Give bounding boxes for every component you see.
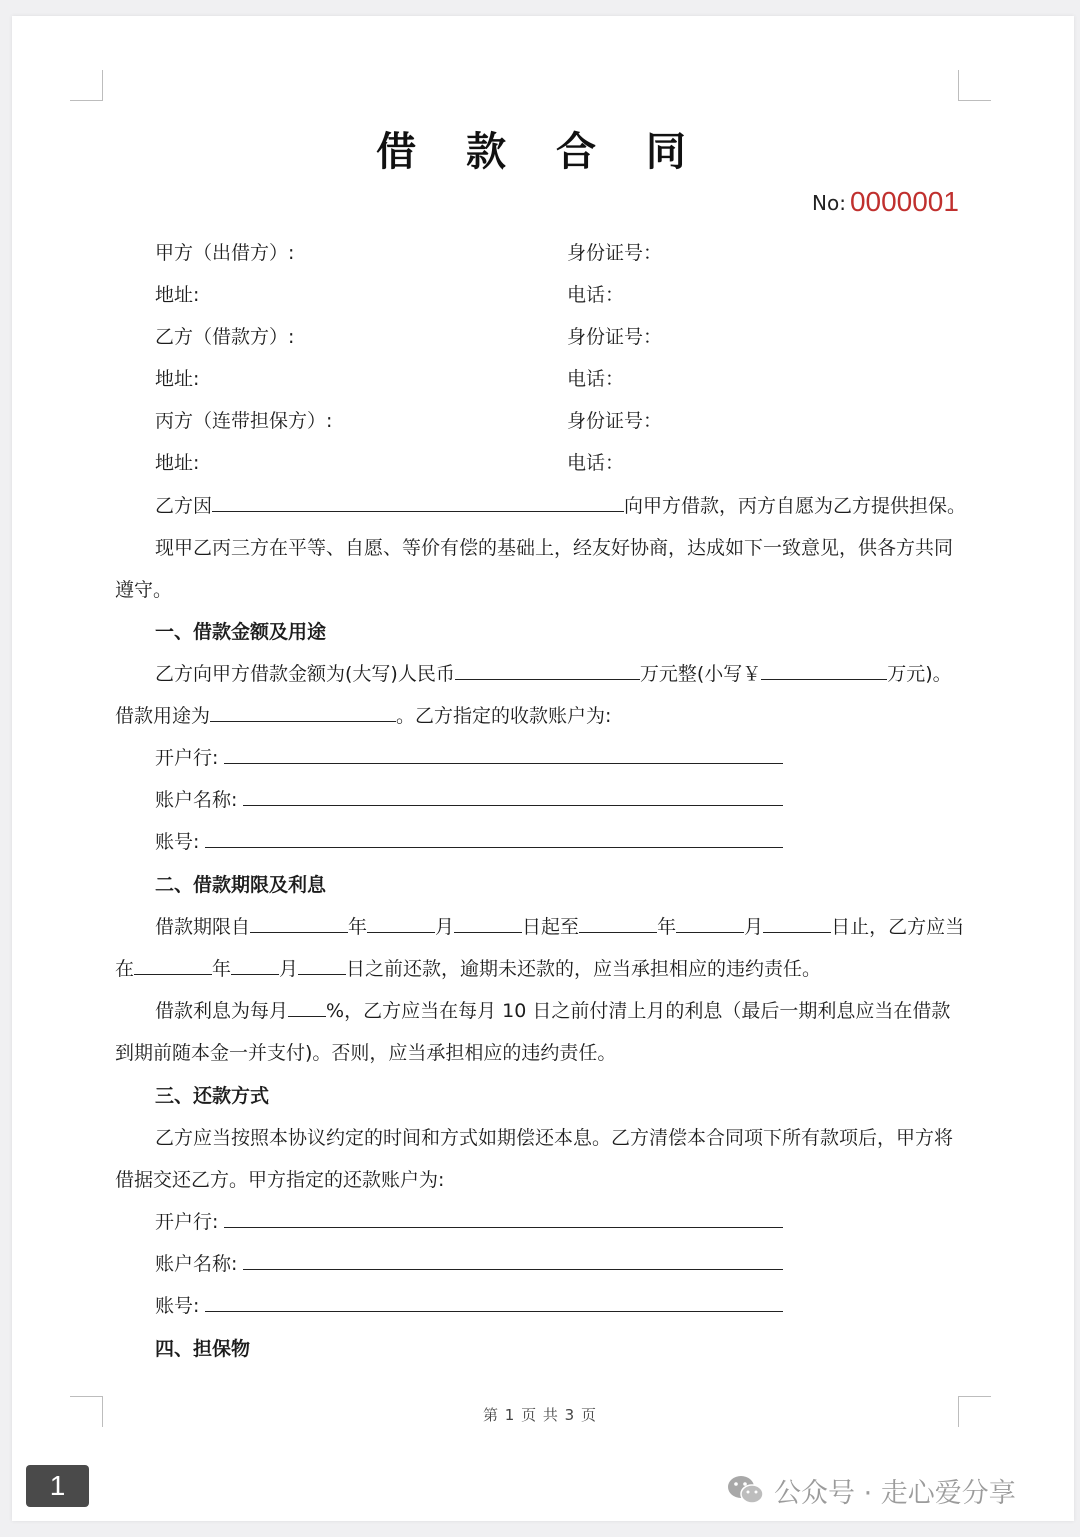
repay-deadline-line [115,956,821,982]
purpose-suffix: 。乙方指定的收款账户为: [396,705,612,727]
party-a-address-label: 地址: [155,284,200,306]
purpose-blank [210,703,396,722]
loan-purpose-line [115,703,611,729]
loan-reason-prefix: 乙方因 [155,495,213,517]
receive-account-name-blank [243,787,783,806]
repay-bank-label: 开户行: [155,1211,219,1233]
contract-title: 借 款 合 同 [376,129,704,175]
party-b-name-label: 乙方（借款方）: [155,326,295,348]
crop-mark-top-left [70,70,103,101]
interest-rate-blank [288,998,326,1017]
term-start-month-blank [367,914,435,933]
page-footer: 第 1 页 共 3 页 [483,1406,597,1424]
term-end-month-label: 月 [744,916,764,938]
amount-words-blank [455,661,640,680]
amount-figures-blank [761,661,887,680]
receive-account-no-label: 账号: [155,831,200,853]
party-c-name-label: 丙方（连带担保方）: [155,410,333,432]
receive-account-no-line [155,829,783,855]
party-a-name-label: 甲方（出借方）: [155,242,295,264]
intro-paragraph-line1: 现甲乙丙三方在平等、自愿、等价有偿的基础上，经友好协商，达成如下一致意见，供各方共同 [155,537,954,559]
repay-year-label: 年 [212,958,232,980]
term-from-label: 借款期限自 [155,916,251,938]
wechat-icon [726,1473,766,1507]
party-b-id-label: 身份证号： [567,326,663,348]
term-start-year-blank [250,914,348,933]
repayment-paragraph-line1: 乙方应当按照本协议约定的时间和方式如期偿还本息。乙方清偿本合同项下所有款项后，甲方将 [155,1127,954,1149]
intro-paragraph-line2: 遵守。 [115,579,173,601]
amount-mid: 万元整(小写￥ [639,663,762,685]
term-start-day-blank [454,914,522,933]
repay-in-label: 在 [115,958,135,980]
section2-heading: 二、借款期限及利息 [155,874,327,896]
party-b-address-label: 地址: [155,368,200,390]
term-month-label: 月 [435,916,455,938]
amount-suffix: 万元)。 [887,663,952,685]
interest-line [155,998,950,1024]
section3-heading: 三、还款方式 [155,1085,270,1107]
term-end-month-blank [676,914,744,933]
watermark [726,1470,1016,1510]
repay-month-blank [231,956,279,975]
repay-month-label: 月 [279,958,299,980]
term-to-label: 日起至 [522,916,580,938]
repay-deadline-text: 日之前还款，逾期未还款的，应当承担相应的违约责任。 [346,958,822,980]
party-b-phone-label: 电话： [567,368,625,390]
loan-reason-suffix: 向甲方借款，丙方自愿为乙方提供担保。 [624,495,967,517]
receive-bank-blank [224,745,783,764]
interest-line2: 到期前随本金一并支付)。否则，应当承担相应的违约责任。 [115,1042,617,1064]
repay-account-no-blank [205,1293,783,1312]
section1-heading: 一、借款金额及用途 [155,621,327,643]
term-year-label: 年 [348,916,368,938]
term-end-year-label: 年 [657,916,677,938]
page-number-badge[interactable]: 1 [26,1465,89,1507]
repay-account-no-label: 账号: [155,1295,200,1317]
repay-bank-blank [224,1209,783,1228]
party-a-id-label: 身份证号： [567,242,663,264]
receive-account-name-label: 账户名称: [155,789,238,811]
repay-day-blank [298,956,346,975]
repayment-paragraph-line2: 借据交还乙方。甲方指定的还款账户为: [115,1169,445,1191]
repay-account-name-blank [243,1251,783,1270]
term-end-label: 日止，乙方应当 [831,916,965,938]
loan-reason-line [155,493,966,519]
loan-amount-line [155,661,952,687]
receive-bank-label: 开户行: [155,747,219,769]
watermark-text: 公众号 · 走心爱分享 [774,1477,1016,1509]
term-end-year-blank [579,914,657,933]
repay-account-no-line [155,1293,783,1319]
receive-account-no-blank [205,829,783,848]
section4-heading: 四、担保物 [155,1338,251,1360]
serial-label: No: [812,191,846,215]
purpose-prefix: 借款用途为 [115,705,211,727]
amount-prefix: 乙方向甲方借款金额为(大写)人民币 [155,663,455,685]
crop-mark-top-right [958,70,991,101]
party-a-phone-label: 电话： [567,284,625,306]
repay-account-name-label: 账户名称: [155,1253,238,1275]
loan-term-line [155,914,964,940]
party-c-phone-label: 电话： [567,452,625,474]
serial-value: 0000001 [849,186,959,217]
term-end-day-blank [763,914,831,933]
receive-account-name-line [155,787,783,813]
repay-year-blank [134,956,212,975]
receive-bank-line [155,745,783,771]
party-c-address-label: 地址: [155,452,200,474]
repay-account-name-line [155,1251,783,1277]
loan-reason-blank [212,493,624,512]
interest-prefix: 借款利息为每月 [155,1000,289,1022]
repay-bank-line [155,1209,783,1235]
serial-number [812,186,959,218]
party-c-id-label: 身份证号： [567,410,663,432]
interest-suffix: %，乙方应当在每月 10 日之前付清上月的利息（最后一期利息应当在借款 [326,1000,951,1022]
